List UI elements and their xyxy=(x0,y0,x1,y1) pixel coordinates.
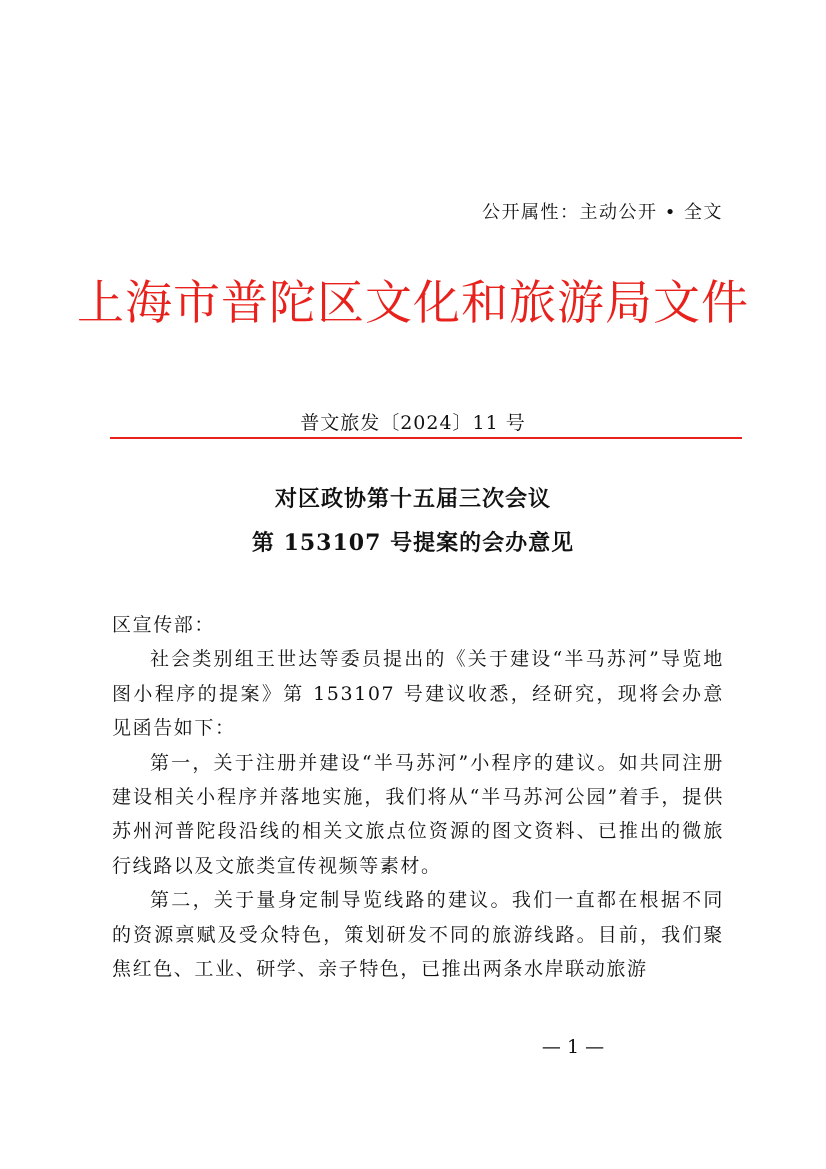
document-number: 普文旅发〔2024〕11 号 xyxy=(300,412,526,434)
body-paragraph-intro: 社会类别组王世达等委员提出的《关于建设“半马苏河”导览地图小程序的提案》第 153107 号建议收悉，经研究，现将会办意见函告如下： xyxy=(112,648,724,740)
document-title-line-1: 对区政协第十五届三次会议 xyxy=(274,486,551,512)
red-divider xyxy=(110,437,742,439)
document-title-line-2: 第 153107 号提案的会办意见 xyxy=(251,530,575,556)
body-paragraph-second: 第二，关于量身定制导览线路的建议。我们一直都在根据不同的资源禀赋及受众特色，策划研发不同的旅游线路。目前，我们聚焦红色、工业、研学、亲子特色，已推出两条水岸联动旅游 xyxy=(112,889,724,981)
issuer-title: 上海市普陀区文化和旅游局文件 xyxy=(77,276,749,331)
page-number: — 1 — xyxy=(541,1036,605,1058)
disclosure-label: 公开属性：主动公开 • 全文 xyxy=(482,202,724,223)
document-body xyxy=(112,608,724,986)
salutation: 区宣传部： xyxy=(112,614,216,636)
body-paragraph-first: 第一，关于注册并建设“半马苏河”小程序的建议。如共同注册建设相关小程序并落地实施，我们将从“半马苏河公园”着手，提供苏州河普陀段沿线的相关文旅点位资源的图文资料、已推出的微旅行线路以及文旅类宣传视频等素材。 xyxy=(112,751,724,877)
